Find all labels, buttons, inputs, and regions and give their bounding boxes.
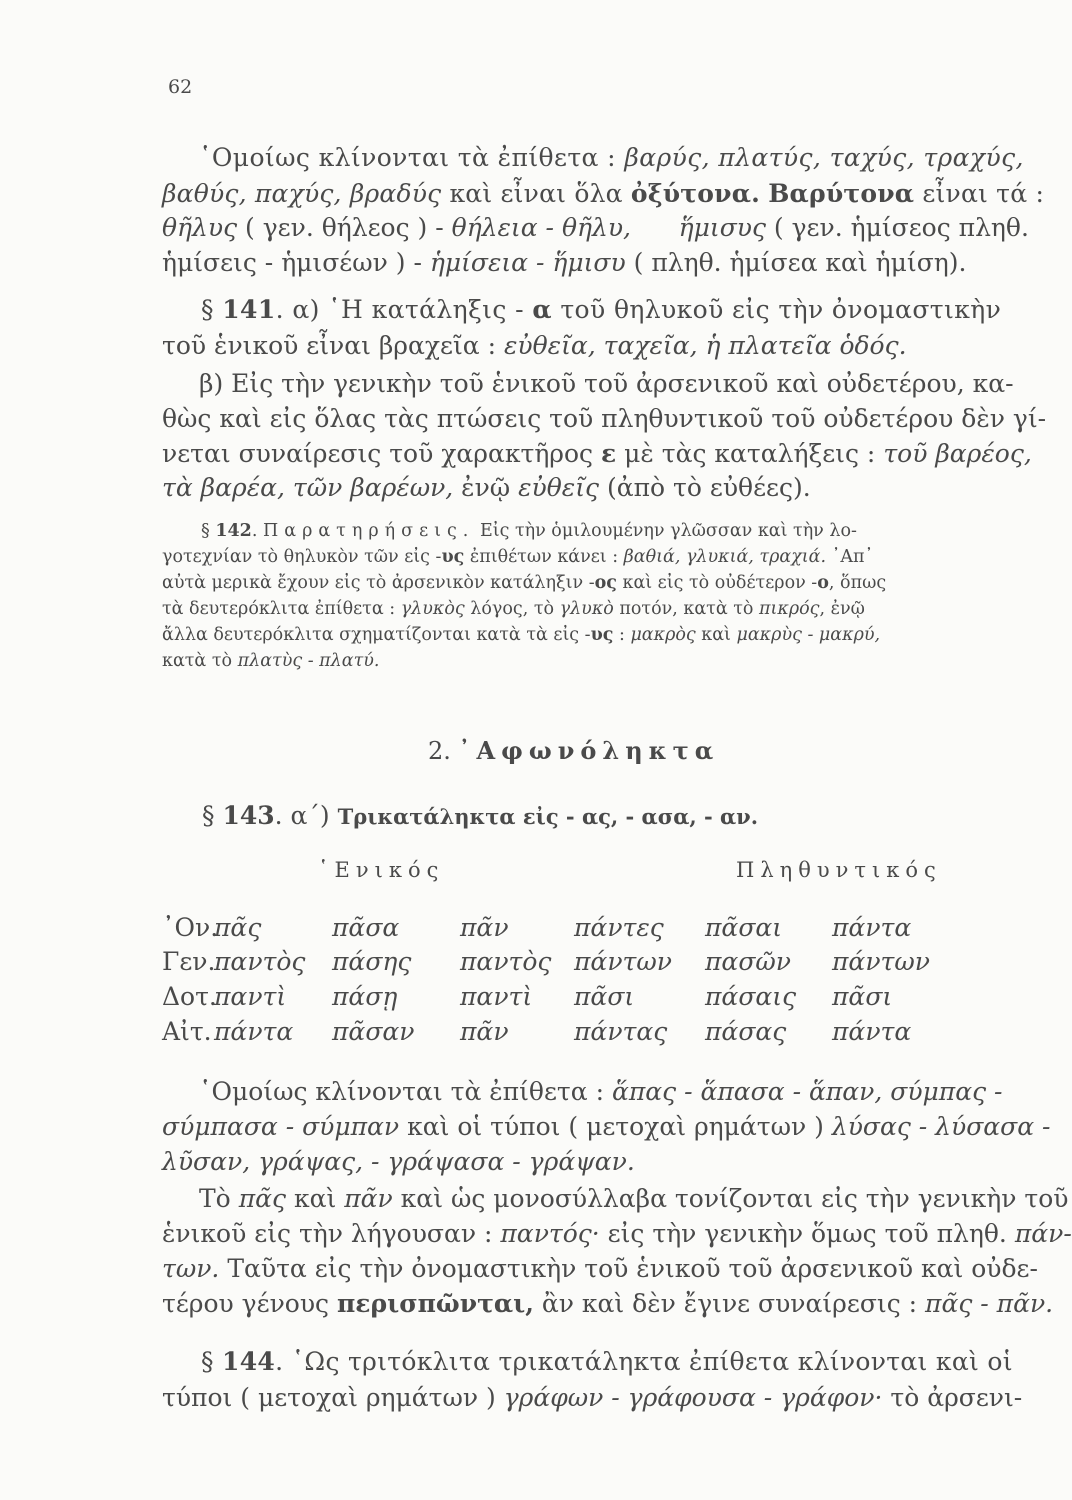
table-cell: πᾶς: [214, 913, 262, 942]
table-cell: πᾶν: [460, 913, 509, 942]
table-cell: πάσης: [332, 947, 412, 976]
table-cell: πάντα: [214, 1017, 294, 1046]
text-line: ῾Ομοίως κλίνονται τὰ ἐπίθετα : ἅπας - ἅπασα - ἅπαν, σύμπας -: [199, 1077, 1003, 1106]
text-line: θῆλυς ( γεν. θήλεος ) - θήλεια - θῆλυ, ἥμισυς ( γεν. ἡμίσεος πληθ.: [162, 213, 1029, 242]
table-cell: παντὸς: [214, 947, 306, 976]
text-line: τὰ βαρέα, τῶν βαρέων, ἐνῷ εὐθεῖς (ἀπὸ τὸ εὐθέες).: [162, 473, 811, 502]
table-cell: παντὶ: [460, 982, 533, 1011]
table-cell: πάντας: [574, 1017, 668, 1046]
text-line: τοῦ ἑνικοῦ εἶναι βραχεῖα : εὐθεῖα, ταχεῖα, ἡ πλατεῖα ὁδός.: [162, 331, 907, 360]
text-line: κατὰ τὸ πλατὺς - πλατύ.: [162, 651, 380, 671]
bold-term: Βαρύτονα: [768, 179, 915, 208]
text-line: τέρου γένους περισπῶνται, ἂν καὶ δὲν ἔγινε συναίρεσις : πᾶς - πᾶν.: [162, 1289, 1054, 1318]
table-cell: παντὸς: [460, 947, 552, 976]
table-cell: πάντα: [832, 913, 912, 942]
text-line: ἑνικοῦ εἰς τὴν λήγουσαν : παντός· εἰς τὴν γενικὴν ὅμως τοῦ πληθ. πάν-: [162, 1219, 1072, 1248]
table-cell: πάσαις: [705, 982, 797, 1011]
table-cell: πάντα: [832, 1017, 912, 1046]
page-number: 62: [168, 76, 193, 98]
table-cell: πᾶσαν: [332, 1017, 415, 1046]
table-cell: πασῶν: [705, 947, 791, 976]
section-144-line: § 144. ῾Ως τριτόκλιτα τρικατάληκτα ἐπίθετα κλίνονται καὶ οἱ: [201, 1347, 1013, 1376]
table-cell: πᾶσι: [832, 982, 893, 1011]
text-line: σύμπασα - σύμπαν καὶ οἱ τύποι ( μετοχαὶ ρημάτων ) λύσας - λύσασα -: [162, 1112, 1051, 1141]
section-142-line: § 142. Παρατηρήσεις. Εἰς τὴν ὁμιλουμένην γλῶσσαν καὶ τὴν λο-: [201, 521, 857, 541]
case-label: Αἰτ.: [162, 1017, 212, 1046]
text-line: ῾Ομοίως κλίνονται τὰ ἐπίθετα : βαρύς, πλατύς, ταχύς, τραχύς,: [199, 143, 1024, 172]
table-cell: πάσῃ: [332, 982, 398, 1011]
text-line: γοτεχνίαν τὸ θηλυκὸν τῶν εἰς -υς ἐπιθέτων κάνει : βαθιά, γλυκιά, τραχιά. ᾿Απ᾿: [162, 547, 874, 567]
table-cell: πᾶν: [460, 1017, 509, 1046]
table-cell: πάντες: [574, 913, 664, 942]
case-label: ᾿Ον.: [162, 913, 219, 942]
table-header-singular: ῾Ενικός: [318, 858, 445, 882]
section-141-line: § 141. α) ῾Η κατάληξις - α τοῦ θηλυκοῦ εἰς τὴν ὀνομαστικὴν: [201, 295, 1002, 324]
text-line: νεται συναίρεσις τοῦ χαρακτῆρος ε μὲ τὰς καταλήξεις : τοῦ βαρέος,: [162, 439, 1032, 468]
table-cell: πᾶσα: [332, 913, 400, 942]
text-line: Τὸ πᾶς καὶ πᾶν καὶ ὡς μονοσύλλαβα τονίζονται εἰς τὴν γενικὴν τοῦ: [199, 1184, 1069, 1213]
text-line: τύποι ( μετοχαὶ ρημάτων ) γράφων - γράφουσα - γράφον· τὸ ἀρσενι-: [162, 1383, 1023, 1412]
text-line: αὐτὰ μερικὰ ἔχουν εἰς τὸ ἀρσενικὸν κατάληξιν -ος καὶ εἰς τὸ οὐδέτερον -ο, ὅπως: [162, 573, 887, 593]
table-cell: πᾶσι: [574, 982, 635, 1011]
table-cell: πάσας: [705, 1017, 787, 1046]
text-line: βαθύς, παχύς, βραδύς καὶ εἶναι ὅλα ὀξύτονα. Βαρύτονα εἶναι τά :: [162, 179, 1045, 208]
text-line: ἡμίσεις - ἡμισέων ) - ἡμίσεια - ἥμισυ ( πληθ. ἡμίσεα καὶ ἡμίση).: [162, 248, 967, 277]
table-cell: πᾶσαι: [705, 913, 783, 942]
text-line: των. Ταῦτα εἰς τὴν ὀνομαστικὴν τοῦ ἑνικοῦ τοῦ ἀρσενικοῦ καὶ οὐδε-: [162, 1254, 1038, 1283]
bold-term: ὀξύτονα.: [630, 179, 761, 208]
text-line: β) Εἰς τὴν γενικὴν τοῦ ἑνικοῦ τοῦ ἀρσενικοῦ καὶ οὐδετέρου, κα-: [199, 369, 1014, 398]
text-line: θὼς καὶ εἰς ὅλας τὰς πτώσεις τοῦ πληθυντικοῦ τοῦ οὐδετέρου δὲν γί-: [162, 404, 1047, 433]
section-143-heading: § 143. α΄) Τρικατάληκτα εἰς - ας, - ασα, - αν.: [202, 801, 759, 830]
text-line: ἄλλα δευτερόκλιτα σχηματίζονται κατὰ τὰ εἰς -υς : μακρὸς καὶ μακρὺς - μακρύ,: [162, 625, 881, 645]
text-line: τὰ δευτερόκλιτα ἐπίθετα : γλυκὸς λόγος, τὸ γλυκὸ ποτόν, κατὰ τὸ πικρός, ἐνῷ: [162, 599, 865, 619]
table-cell: παντὶ: [214, 982, 287, 1011]
case-label: Γεν.: [162, 947, 216, 976]
text-line: λῦσαν, γράψας, - γράψασα - γράψαν.: [162, 1147, 635, 1176]
table-header-plural: Πληθυντικός: [736, 858, 942, 882]
section-2-heading: 2. ᾿Αφωνόληκτα: [428, 736, 720, 765]
table-cell: πάντων: [574, 947, 672, 976]
table-cell: πάντων: [832, 947, 930, 976]
case-label: Δοτ.: [162, 982, 217, 1011]
